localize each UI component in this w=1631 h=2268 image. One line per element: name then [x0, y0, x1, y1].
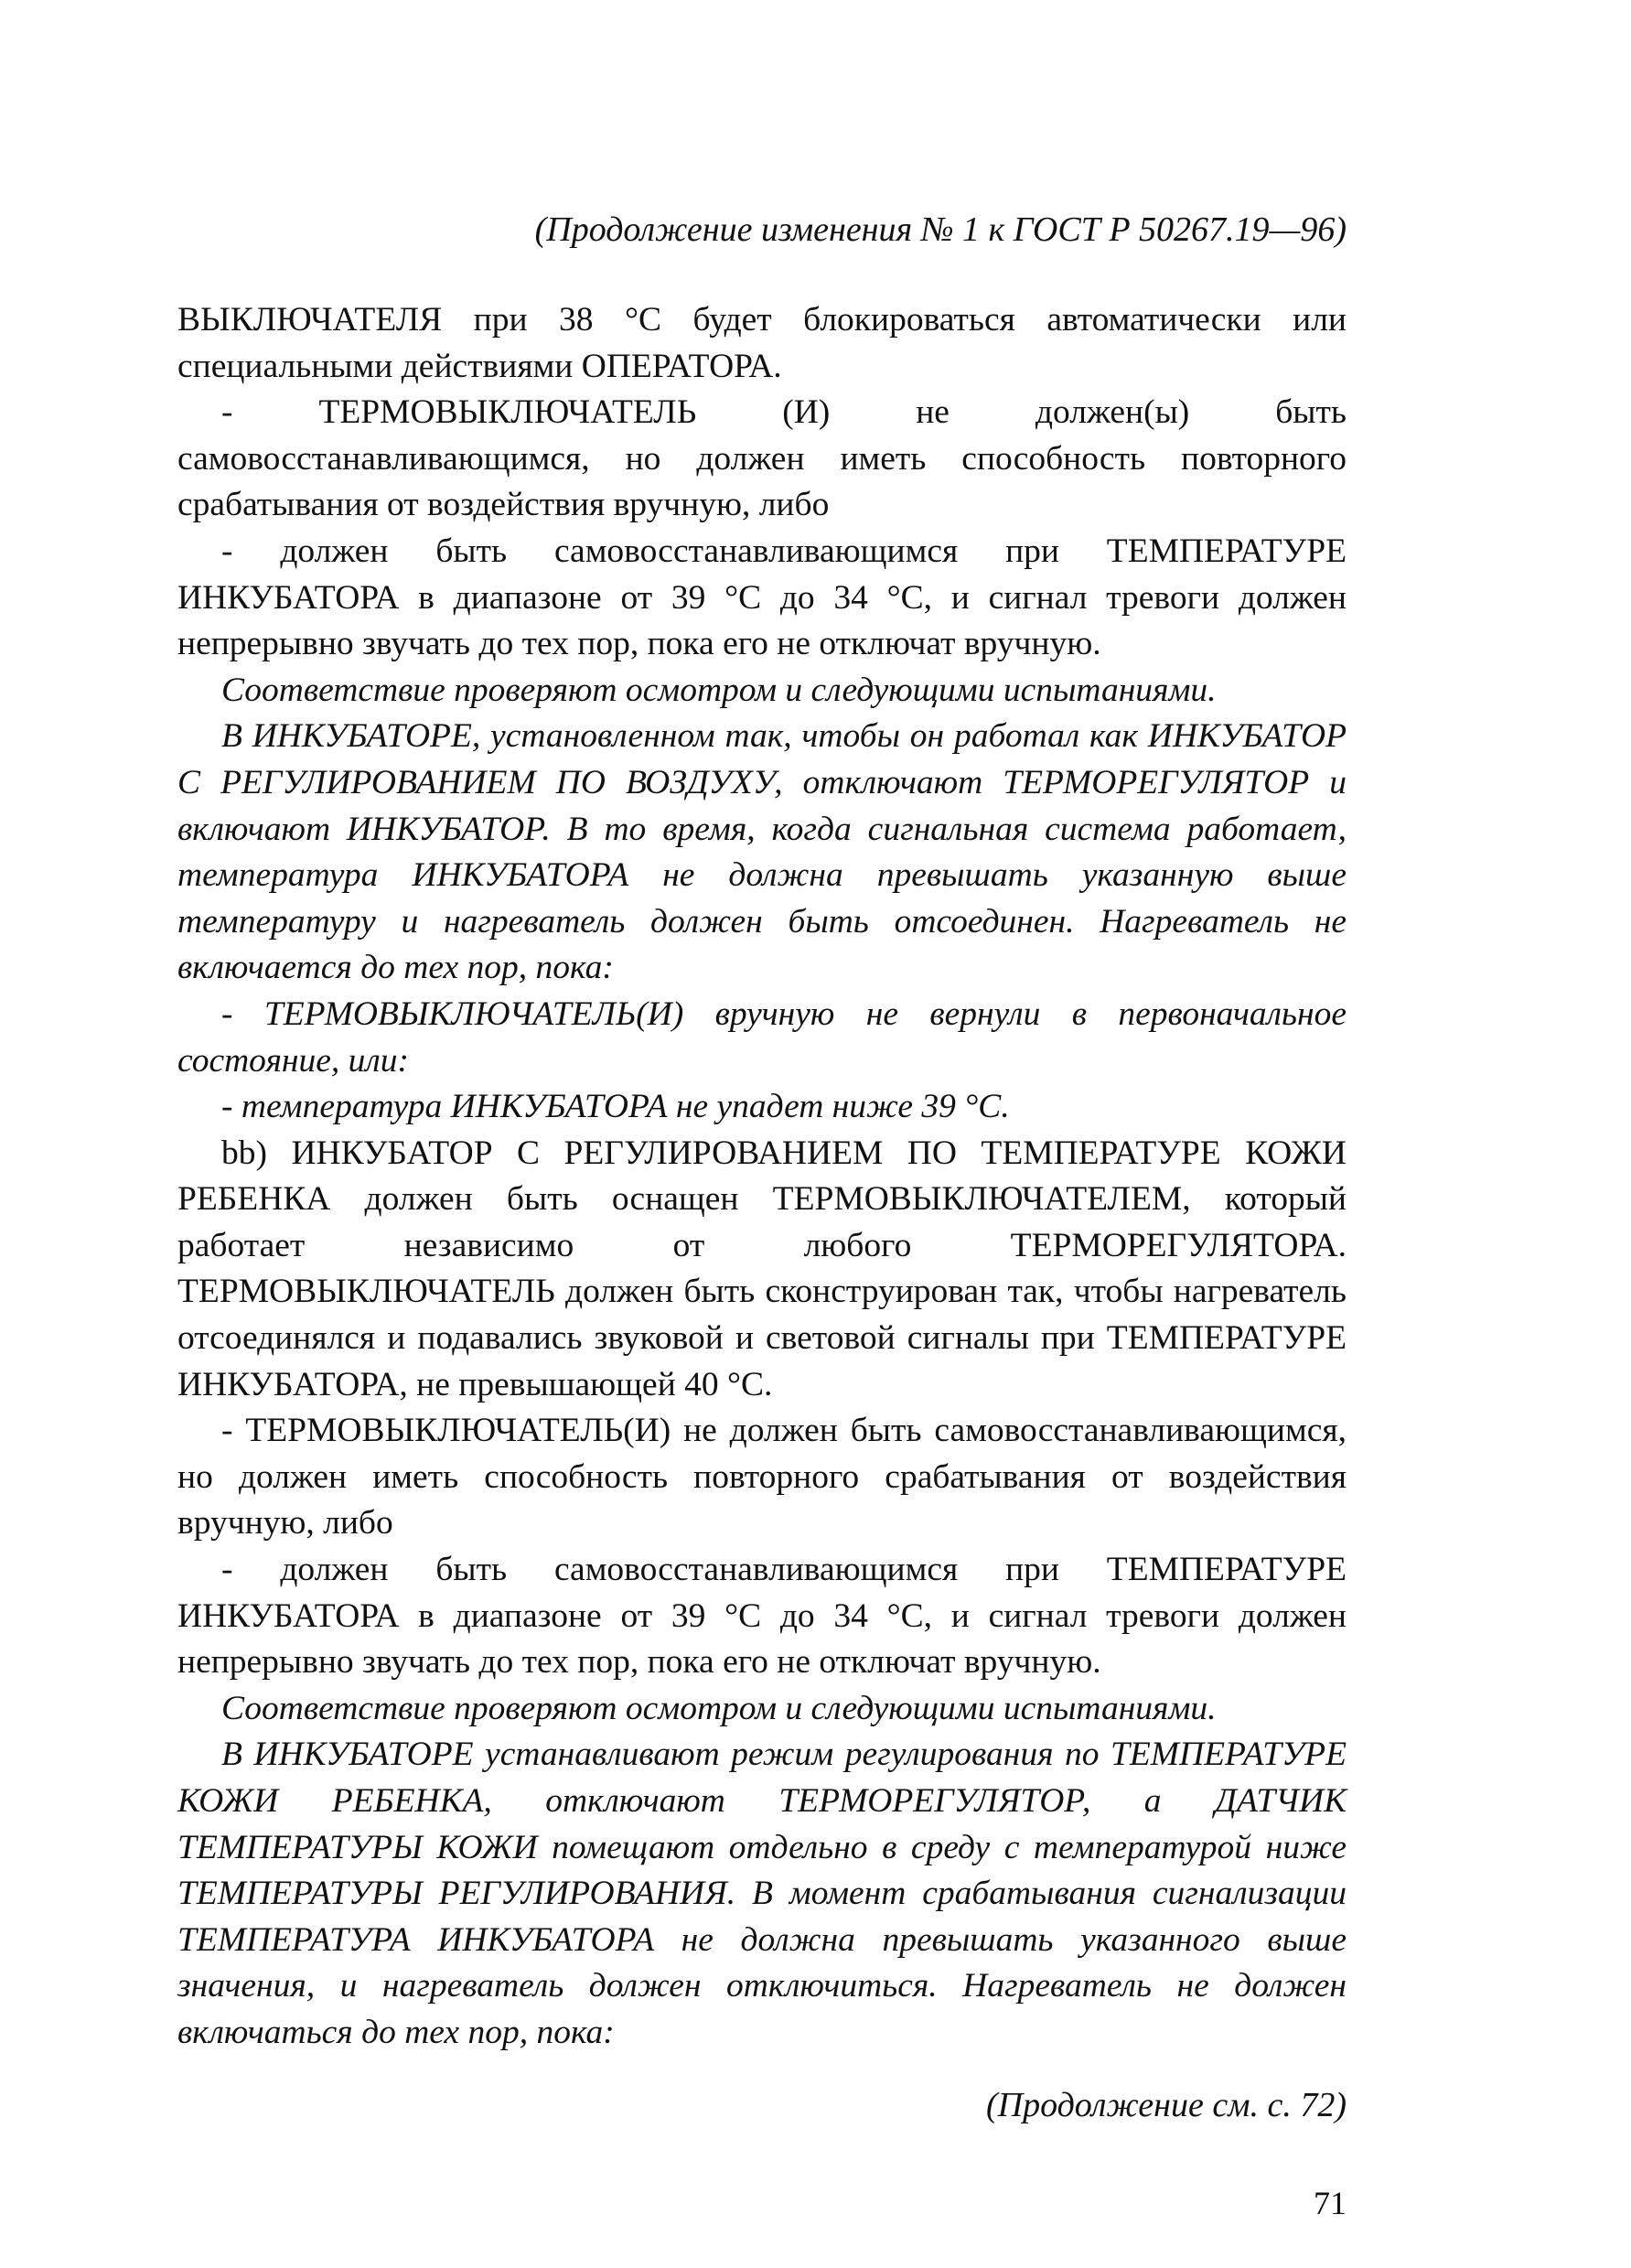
paragraph-4-compliance: Соответствие проверяют осмотром и следующими испытаниями. [221, 671, 1217, 709]
document-page [177, 0, 1347, 2268]
paragraph-6: - ТЕРМОВЫКЛЮЧАТЕЛЬ(И) вручную не вернули в первоначальное состояние, или: [177, 994, 1347, 1080]
paragraph-2: - ТЕРМОВЫКЛЮЧАТЕЛЬ (И) не должен(ы) быть самовосстанавливающимся, но должен иметь способность повторного срабатывания от воздействия вручную, либо [177, 393, 1347, 524]
page-number: 71 [1314, 2185, 1347, 2221]
paragraph-7: - температура ИНКУБАТОРА не упадет ниже 39 °С. [221, 1088, 1010, 1126]
paragraph-11-compliance: Соответствие проверяют осмотром и следующими испытаниями. [221, 1689, 1217, 1727]
paragraph-8-bb: bb) ИНКУБАТОР С РЕГУЛИРОВАНИЕМ ПО ТЕМПЕРАТУРЕ КОЖИ РЕБЕНКА должен быть оснащен ТЕРМОВЫКЛЮЧАТЕЛЕМ, который работает независимо от любого ТЕРМОРЕГУЛЯТОРА. ТЕРМОВЫКЛЮЧАТЕЛЬ должен быть сконструирован так, чтобы нагреватель отсоединялся и подавались звуковой и световой сигналы при ТЕМПЕРАТУРЕ ИНКУБАТОРА, не превышающей 40 °С. [177, 1134, 1347, 1403]
paragraph-1: ВЫКЛЮЧАТЕЛЯ при 38 °С будет блокироваться автоматически или специальными действиями ОПЕРАТОРА. [177, 301, 1347, 385]
paragraph-5-test: В ИНКУБАТОРЕ, установленном так, чтобы он работал как ИНКУБАТОР С РЕГУЛИРОВАНИЕМ ПО ВОЗДУХУ, отключают ТЕРМОРЕГУЛЯТОР и включают ИНКУБАТОР. В то время, когда сигнальная система работает, температура ИНКУБАТОРА не должна превышать указанную выше температуру и нагреватель должен быть отсоединен. Нагреватель не включается до тех пор, пока: [177, 717, 1347, 987]
body-text [177, 297, 1347, 2057]
paragraph-10: - должен быть самовосстанавливающимся при ТЕМПЕРАТУРЕ ИНКУБАТОРА в диапазоне от 39 °С до 34 °С, и сигнал тревоги должен непрерывно звучать до тех пор, пока его не отключат вручную. [177, 1551, 1347, 1682]
paragraph-9: - ТЕРМОВЫКЛЮЧАТЕЛЬ(И) не должен быть самовосстанавливающимся, но должен иметь способность повторного срабатывания от воздействия вручную, либо [177, 1412, 1347, 1542]
continuation-footer: (Продолжение см. с. 72) [985, 2086, 1347, 2124]
continuation-header: (Продолжение изменения № 1 к ГОСТ Р 50267.19—96) [534, 210, 1347, 249]
paragraph-12-test: В ИНКУБАТОРЕ устанавливают режим регулирования по ТЕМПЕРАТУРЕ КОЖИ РЕБЕНКА, отключают ТЕРМОРЕГУЛЯТОР, а ДАТЧИК ТЕМПЕРАТУРЫ КОЖИ помещают отдельно в среду с температурой ниже ТЕМПЕРАТУРЫ РЕГУЛИРОВАНИЯ. В момент срабатывания сигнализации ТЕМПЕРАТУРА ИНКУБАТОРА не должна превышать указанного выше значения, и нагреватель должен отключиться. Нагреватель не должен включаться до тех пор, пока: [177, 1736, 1347, 2051]
paragraph-3: - должен быть самовосстанавливающимся при ТЕМПЕРАТУРЕ ИНКУБАТОРА в диапазоне от 39 °С до 34 °С, и сигнал тревоги должен непрерывно звучать до тех пор, пока его не отключат вручную. [177, 532, 1347, 663]
